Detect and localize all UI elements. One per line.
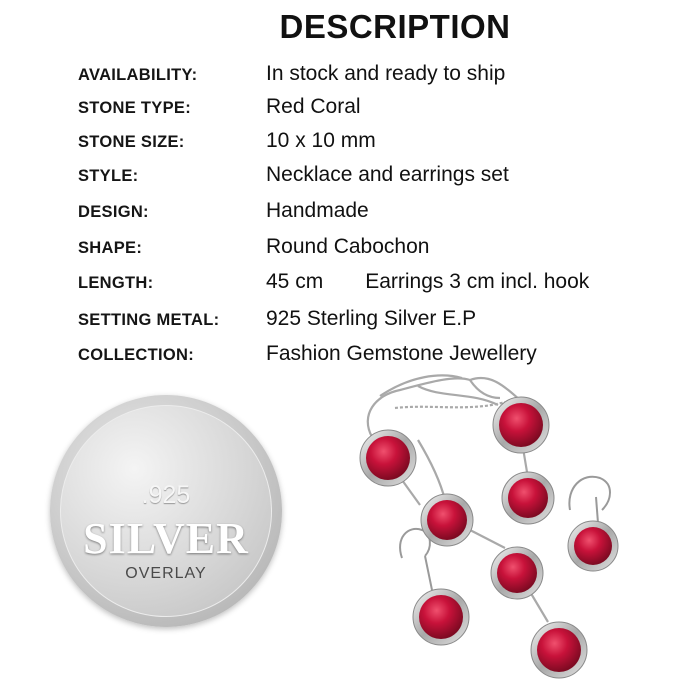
length-necklace: 45 cm: [266, 270, 324, 293]
spec-label: STYLE:: [78, 167, 139, 185]
badge-number: .925: [141, 481, 191, 509]
spec-label: SETTING METAL:: [78, 311, 220, 329]
coral-stone: [360, 430, 416, 486]
spec-label: STONE TYPE:: [78, 99, 192, 117]
spec-value: 10 x 10 mm: [266, 129, 376, 152]
earring-left: [400, 529, 432, 590]
spec-value: Necklace and earrings set: [266, 163, 509, 186]
spec-value: 925 Sterling Silver E.P: [266, 307, 477, 330]
spec-label: STONE SIZE:: [78, 133, 185, 151]
coral-stone: [531, 622, 587, 678]
spec-label: DESIGN:: [78, 203, 149, 221]
length-earrings: Earrings 3 cm incl. hook: [365, 270, 590, 293]
coral-stone: [568, 521, 618, 571]
spec-label: SHAPE:: [78, 239, 143, 257]
spec-value: Red Coral: [266, 95, 361, 118]
earring-right: [569, 477, 610, 523]
coral-stone: [413, 589, 469, 645]
coral-stone: [421, 494, 473, 546]
spec-value: Handmade: [266, 199, 369, 222]
spec-value: In stock and ready to ship: [266, 62, 506, 85]
spec-value: Fashion Gemstone Jewellery: [266, 342, 537, 365]
badge-word: SILVER: [83, 514, 249, 563]
coral-stone: [493, 397, 549, 453]
coral-stone: [502, 472, 554, 524]
page-title: DESCRIPTION: [279, 8, 511, 45]
badge-sub: OVERLAY: [125, 565, 207, 582]
spec-label: LENGTH:: [78, 274, 154, 292]
coral-stone: [491, 547, 543, 599]
spec-value: Round Cabochon: [266, 235, 430, 258]
spec-label: COLLECTION:: [78, 346, 195, 364]
spec-label: AVAILABILITY:: [78, 66, 198, 84]
